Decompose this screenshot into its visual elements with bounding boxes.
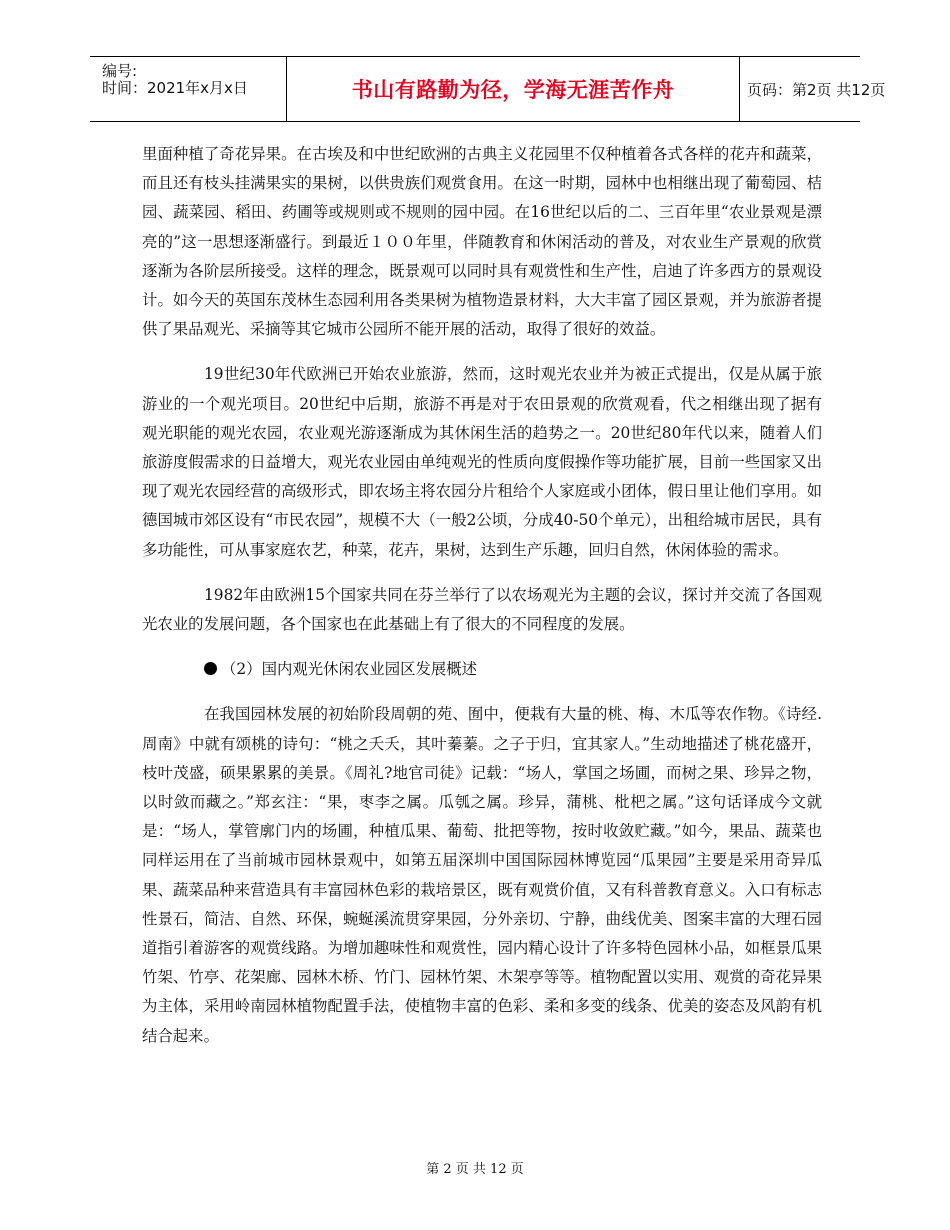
header-page-info: 页码：第2页 共12页: [747, 80, 886, 99]
section-heading: [142, 655, 822, 684]
bullet-icon: [204, 662, 217, 675]
header-motto: 书山有路勤为径，学海无涯苦作舟: [351, 78, 675, 102]
paragraph: 在我国园林发展的初始阶段周朝的苑、囿中，便栽有大量的桃、梅、木瓜等农作物。《诗经. 周南》中就有颂桃的诗句：“桃之夭夭，其叶蓁蓁。之子于归，宜其家人。”生动地描述了桃花盛开，枝叶茂盛，硕果累累的美景。《周礼?地官司徒》记载：“场人，掌国之场圃，而树之果、珍异之物，以时敛而藏之。”郑玄注：“果，枣李之属。瓜瓠之属。珍异，蒲桃、枇杷之属。”这句话译成今文就是：“场人，掌管廓门内的场圃，种植瓜果、葡萄、批把等物，按时收敛贮藏。”如今，果品、蔬菜也同样运用在了当前城市园林景观中，如第五届深圳中国国际园林博览园“瓜果园”主要是采用奇异瓜果、蔬菜品种来营造具有丰富园林色彩的栽培景区，既有观赏价值，又有科普教育意义。入口有标志性景石，简洁、自然、环保，蜿蜒溪流贯穿果园，分外亲切、宁静，曲线优美、图案丰富的大理石园道指引着游客的观赏线路。为增加趣味性和观赏性，园内精心设计了许多特色园林小品，如框景瓜果竹架、竹亭、花架廊、园林木桥、竹门、园林竹架、木架亭等等。植物配置以实用、观赏的奇花异果为主体，采用岭南园林植物配置手法，使植物丰富的色彩、柔和多变的线条、优美的姿态及风韵有机结合起来。: [142, 705, 822, 1045]
section-heading-text: （2）国内观光休闲农业园区发展概述: [221, 660, 478, 679]
paragraph: 19世纪30年代欧洲已开始农业旅游，然而，这时观光农业并为被正式提出，仅是从属于旅游业的一个观光项目。20世纪中后期，旅游不再是对于农田景观的欣赏观看，代之相继出现了据有观光职能的观光农园，农业观光游逐渐成为其休闲生活的趋势之一。20世纪80年代以来，随着人们旅游度假需求的日益增大，观光农业园由单纯观光的性质向度假操作等功能扩展，目前一些国家又出现了观光农园经营的高级形式，即农场主将农园分片租给个人家庭或小团体，假日里让他们享用。如德国城市郊区设有“市民农园”，规模不大（一般2公顷，分成40-50个单元），出租给城市居民，具有多功能性，可从事家庭农艺，种菜，花卉，果树，达到生产乐趣，回归自然，休闲体验的需求。: [142, 365, 822, 559]
page-footer: 第 2 页 共 12 页: [426, 1162, 524, 1177]
header-motto-cell: [286, 57, 740, 121]
document-time-label: 时间：2021年x月x日: [102, 79, 248, 97]
paragraph: 1982年由欧洲15个国家共同在芬兰举行了以农场观光为主题的会议，探讨并交流了各国观光农业的发展问题，各个国家也在此基础上有了很大的不同程度的发展。: [142, 585, 822, 634]
document-code-label: 编号:: [102, 62, 138, 80]
document-header: [90, 56, 886, 122]
paragraph-continued: 里面种植了奇花异果。在古埃及和中世纪欧洲的古典主义花园里不仅种植着各式各样的花卉和蔬菜，而且还有枝头挂满果实的果树，以供贵族们观赏食用。在这一时期，园林中也相继出现了葡萄园、桔园、蔬菜园、稻田、药圃等或规则或不规则的园中园。在16世纪以后的二、三百年里“农业景观是漂亮的”这一思想逐渐盛行。到最近１００年里，伴随教育和休闲活动的普及，对农业生产景观的欣赏逐渐为各阶层所接受。这样的理念，既景观可以同时具有观赏性和生产性，启迪了许多西方的景观设计。如今天的英国东茂林生态园利用各类果树为植物造景材料，大大丰富了园区景观，并为旅游者提供了果品观光、采摘等其它城市公园所不能开展的活动，取得了很好的效益。: [142, 145, 822, 339]
header-meta-cell: [90, 57, 286, 121]
document-body: [142, 140, 822, 1051]
header-page-cell: [739, 57, 886, 121]
